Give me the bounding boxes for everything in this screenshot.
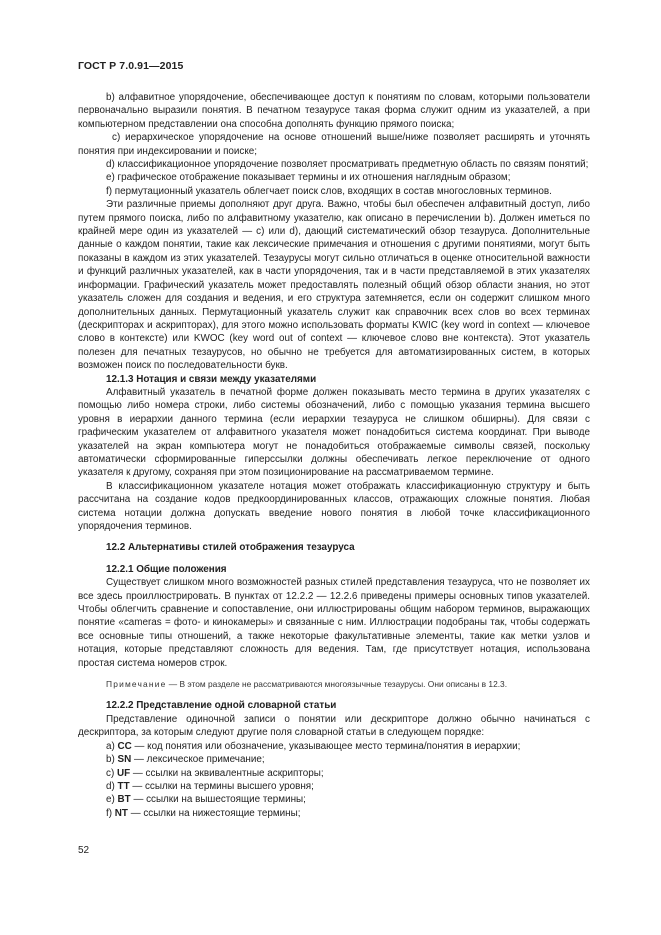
- field-letter: f): [106, 807, 113, 819]
- field-code: TT: [117, 780, 130, 792]
- field-letter: d): [106, 780, 115, 792]
- note: [78, 678, 590, 691]
- field-item: [78, 767, 590, 780]
- document-header: ГОСТ Р 7.0.91—2015: [78, 60, 184, 72]
- field-text: — ссылки на вышестоящие термины;: [130, 794, 306, 806]
- field-code: NT: [114, 807, 128, 819]
- section-heading-12-2-2: 12.2.2 Представление одной словарной статьи: [106, 700, 337, 712]
- paragraph-methods: Эти различные приемы дополняют друг друга. Важно, чтобы был обеспечен алфавитный доступ, либо путем прямого поиска, либо по алфавитному указателю, как описано в перечислении b). Должен иметься по крайней мере один из указателей — c) или d), дающий систематический обзор тезауруса. Дополнительные данные о каждом понятии, такие как лексические примечания и отношения с другими понятиями, могут быть показаны в каждом из этих указателей. Тезаурусы могут сильно отличаться в оценке относительной важности и функций различных указателей, как в части упорядочения, так и в части представляемой в этих указателях информации. Графический указатель может предоставлять полезный общий обзор области знания, но этот указатель сложен для создания и ведения, и его структура затемняется, если он содержит слишком много дополнительных данных. Пермутационный указатель служит как справочник всех слов во всех терминах (дескрипторах и аскрипторах), для этого можно использовать форматы KWIC (key word in context — ключевое слово в контексте) или KWOC (key word out of context — ключевое слово вне контекста). Этот указатель полезен для печатных тезаурусов, но обычно не требуется для автоматизированных систем, в которых возможен поиск по последовательности букв.: [78, 199, 590, 372]
- field-code: SN: [117, 754, 132, 766]
- note-text: — В этом разделе не рассматриваются многоязычные тезаурусы. Они описаны в 12.3.: [166, 679, 508, 690]
- page-body: [78, 91, 590, 820]
- field-item: [78, 793, 590, 806]
- list-item-e: e) графическое отображение показывает термины и их отношения наглядным образом;: [106, 172, 511, 184]
- field-text: — ссылки на нижестоящие термины;: [127, 807, 301, 819]
- section-heading-12-2: 12.2 Альтернативы стилей отображения тезауруса: [106, 542, 355, 554]
- field-text: — код понятия или обозначение, указывающее место термина/понятия в иерархии;: [131, 740, 521, 752]
- page-number: 52: [78, 845, 90, 856]
- field-letter: a): [106, 740, 115, 752]
- field-code: BT: [117, 794, 131, 806]
- paragraph-notation: Алфавитный указатель в печатной форме должен показывать место термина в других указателях с помощью либо номера строки, либо системы обозначений, либо с помощью указания термина высшего уровня в иерархии данного термина (если иерархии тезауруса не слишком обширны). Для связи с графическим указателем от алфавитного указателя может понадобиться система координат. При выводе указателей на экран компьютера могут не понадобиться отображаемые символы связей, поскольку автоматически сформированные гиперссылки должны обеспечивать легкое переключение от одного указателя к другому, сохраняя при этом позиционирование на рассматриваемом термине.: [78, 386, 590, 479]
- field-item: [78, 780, 590, 793]
- field-letter: e): [106, 794, 115, 806]
- field-letter: b): [106, 754, 115, 766]
- field-item: [78, 740, 590, 753]
- field-text: — ссылки на эквивалентные аскрипторы;: [130, 767, 324, 779]
- list-item-d: d) классификационное упорядочение позволяет просматривать предметную область по связям понятий;: [106, 159, 589, 171]
- field-code: UF: [116, 767, 131, 779]
- list-item-c: c) иерархическое упорядочение на основе отношений выше/ниже позволяет расширять и уточнять понятия при индексировании и поиске;: [78, 132, 590, 157]
- field-text: — ссылки на термины высшего уровня;: [129, 780, 314, 792]
- paragraph-general: Существует слишком много возможностей разных стилей представления тезауруса, что не позволяет их все здесь проиллюстрировать. В пунктах от 12.2.2 — 12.2.6 приведены примеры основных типов указателей. Чтобы облегчить сравнение и сопоставление, они иллюстрированы общим набором терминов, выражающих понятие «cameras = фото- и кинокамеры» и связанные с ним. Иллюстрации подобраны так, чтобы содержать все основные типы отношений, а также некоторые факультативные элементы, такие как метки узлов и нотация, которые представляют сложность для ведения. Там, где присутствует нотация, использована простая система номеров строк.: [78, 577, 590, 669]
- paragraph-single-entry: Представление одиночной записи о понятии или дескрипторе должно обычно начинаться с дескриптора, за которым следуют другие поля словарной статьи в следующем порядке:: [78, 713, 590, 739]
- paragraph-classification: В классификационном указателе нотация может отображать классификационную структуру и быть рассчитана на создание кодов предкоординированных классов, отражающих сложные понятия. Любая система нотации должна допускать введение нового понятия в любой точке классификационного упорядочения терминов.: [78, 480, 590, 532]
- field-code: CC: [117, 740, 132, 752]
- field-item: [78, 753, 590, 766]
- field-letter: c): [106, 767, 115, 779]
- section-heading-12-2-1: 12.2.1 Общие положения: [106, 563, 227, 575]
- field-text: — лексическое примечание;: [131, 754, 265, 766]
- list-item-b: b) алфавитное упорядочение, обеспечивающее доступ к понятиям по словам, которыми пользователи первоначально выразили понятия. В печатном тезаурусе такая форма служит одним из указателей, а при компьютерном представлении она способна дополнять функцию прямого поиска;: [78, 92, 590, 130]
- field-item: [78, 807, 590, 820]
- note-label: Примечание: [106, 679, 167, 690]
- section-heading-12-1-3: 12.1.3 Нотация и связи между указателями: [106, 373, 317, 385]
- list-item-f: f) пермутационный указатель облегчает поиск слов, входящих в состав многословных терминов.: [106, 185, 552, 197]
